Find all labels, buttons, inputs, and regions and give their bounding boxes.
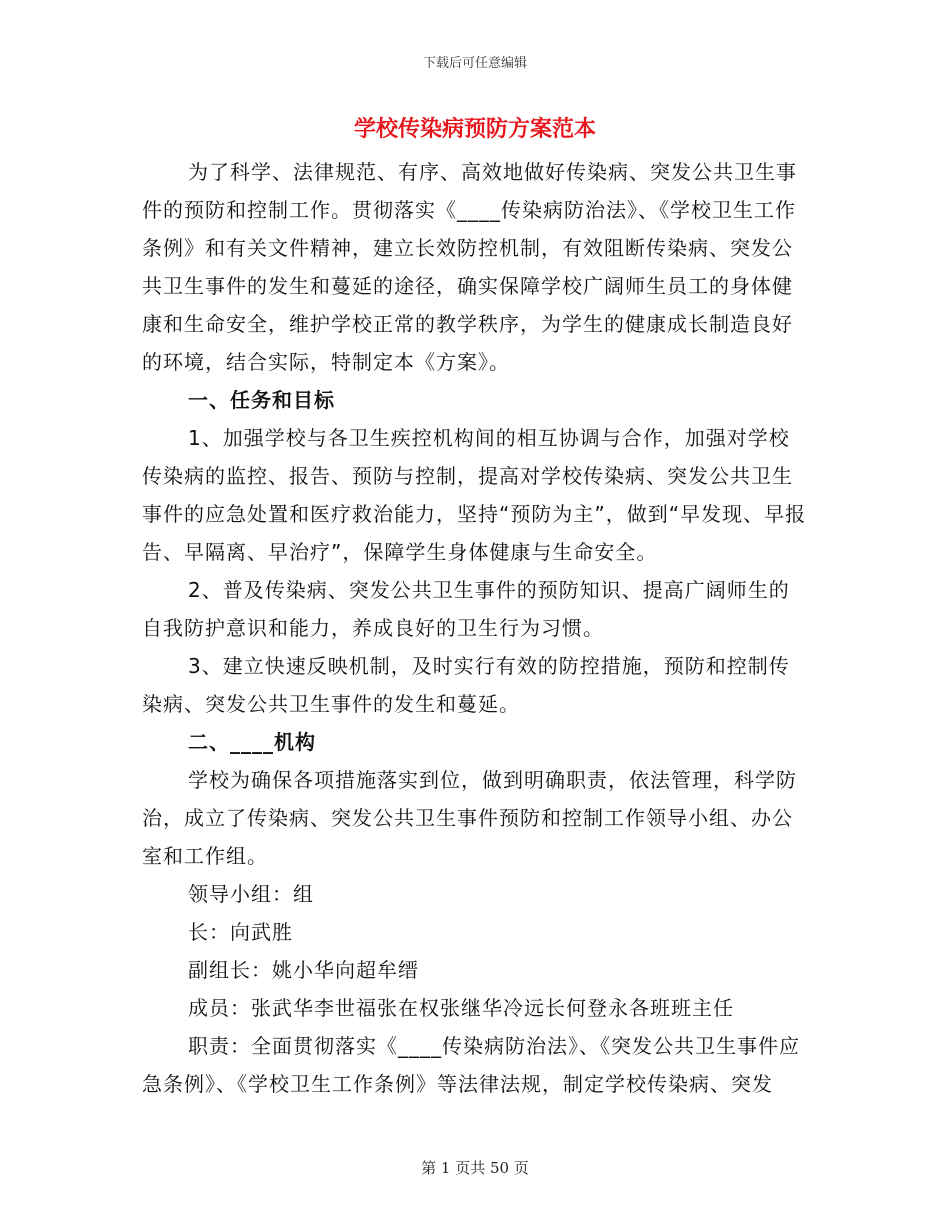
members-line: 成员：张武华李世福张在权张继华冷远长何登永各班班主任	[188, 996, 734, 1020]
organization-paragraph: 学校为确保各项措施落实到位，做到明确职责，依法管理，科学防治，成立了传染病、突发公共卫生事件预防和控制工作领导小组、办公室和工作组。	[142, 768, 797, 868]
page-header: 下载后可任意编辑	[422, 56, 527, 71]
section-heading-organization: 二、____机构	[188, 730, 316, 754]
page-footer: 第 1 页共 50 页	[421, 1159, 529, 1177]
duties-paragraph: 职责：全面贯彻落实《____传染病防治法》、《突发公共卫生事件应急条例》、《学校卫生工作条例》等法律法规，制定学校传染病、突发	[142, 1034, 800, 1096]
intro-paragraph: 为了科学、法律规范、有序、高效地做好传染病、突发公共卫生事件的预防和控制工作。贯彻落实《____传染病防治法》、《学校卫生工作条例》和有关文件精神，建立长效防控机制，有效阻断传染病、突发公共卫生事件的发生和蔓延的途径，确实保障学校广阔师生员工的身体健康和生命安全，维护学校正常的教学秩序，为学生的健康成长制造良好的环境，结合实际，特制定本《方案》。	[142, 160, 797, 374]
group-leader-line: 长：向武胜	[188, 920, 293, 944]
leader-group-line: 领导小组：组	[188, 882, 314, 906]
document-title: 学校传染病预防方案范本	[353, 117, 596, 142]
task-item-3: 3、建立快速反映机制，及时实行有效的防控措施，预防和控制传染病、突发公共卫生事件的发生和蔓延。	[142, 654, 790, 716]
task-item-2: 2、普及传染病、突发公共卫生事件的预防知识、提高广阔师生的自我防护意识和能力，养成良好的卫生行为习惯。	[142, 578, 790, 640]
task-item-1: 1、加强学校与各卫生疾控机构间的相互协调与合作，加强对学校传染病的监控、报告、预防与控制，提高对学校传染病、突发公共卫生事件的应急处置和医疗救治能力，坚持“预防为主”，做到“早发现、早报告、早隔离、早治疗”，保障学生身体健康与生命安全。	[142, 426, 807, 564]
document-body	[142, 153, 810, 1103]
deputy-leader-line: 副组长：姚小华向超牟缙	[188, 958, 419, 982]
section-heading-tasks: 一、任务和目标	[188, 388, 335, 412]
